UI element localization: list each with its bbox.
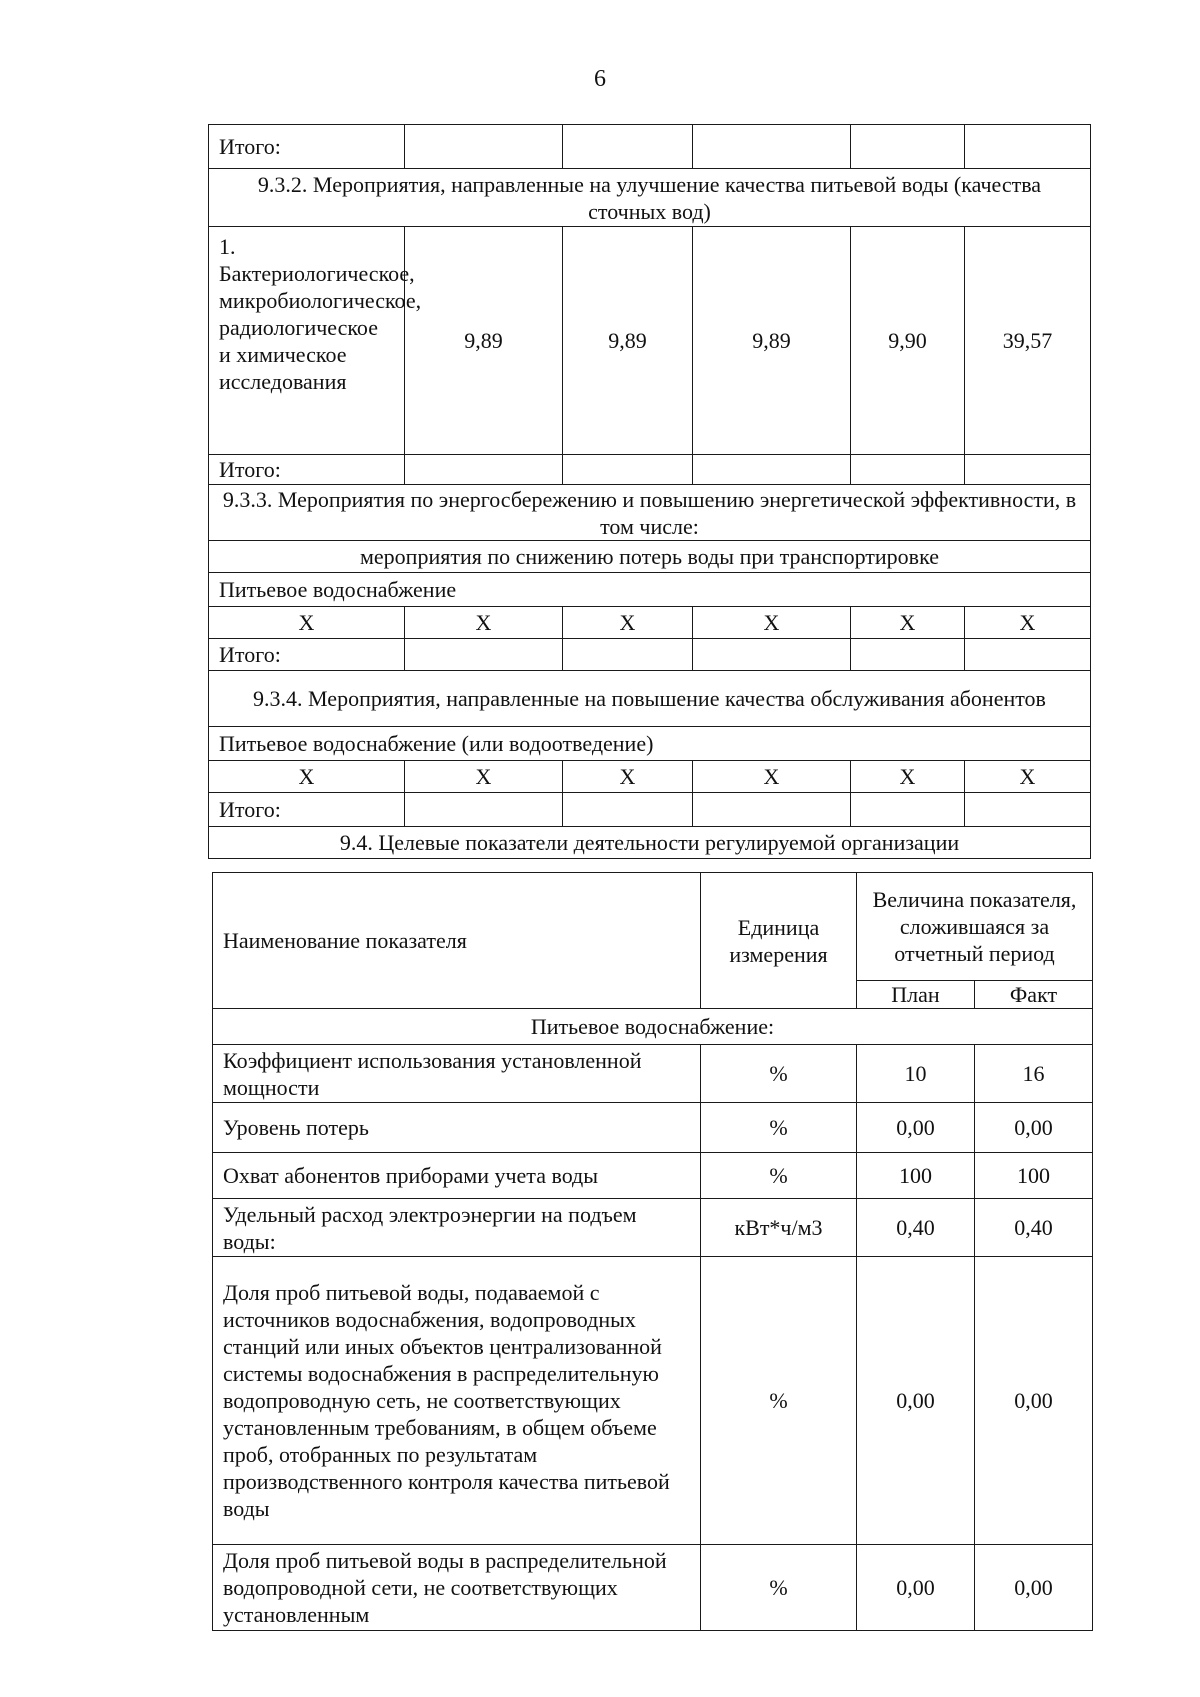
value-cell: 9,89 [563,227,693,455]
table-row [209,227,1091,455]
x-cell: Х [405,761,563,793]
indicator-name: Коэффициент использования установленной мощности [213,1045,701,1103]
activities-table [208,124,1091,859]
heading-9-3-2: 9.3.2. Мероприятия, направленные на улучшение качества питьевой воды (качества сточных вод) [209,169,1091,227]
x-cell: Х [965,607,1091,639]
x-row [209,607,1091,639]
itogo-label: Итого: [209,455,405,485]
indicator-plan: 100 [857,1153,975,1199]
indicator-name: Доля проб питьевой воды, подаваемой с источников водоснабжения, водопроводных станций или иных объектов централизованной системы водоснабжения в распределительную водопроводную сеть, не соответствующих установленным требованиям, в общем объеме проб, отобранных по результатам производственного контроля качества питьевой воды [213,1257,701,1545]
value-cell: 9,89 [693,227,851,455]
target-indicators-table [212,872,1093,1631]
indicator-fact: 0,40 [975,1199,1093,1257]
value-cell: 9,90 [851,227,965,455]
col-header-value: Величина показателя, сложившаяся за отчетный период [857,873,1093,981]
indicator-name: Охват абонентов приборами учета воды [213,1153,701,1199]
indicator-plan: 0,00 [857,1257,975,1545]
x-cell: Х [209,761,405,793]
x-cell: Х [851,761,965,793]
itogo-label: Итого: [209,793,405,827]
indicator-fact: 100 [975,1153,1093,1199]
indicator-plan: 10 [857,1045,975,1103]
x-cell: Х [405,607,563,639]
indicator-name: Доля проб питьевой воды в распределительной водопроводной сети, не соответствующих установленным [213,1545,701,1631]
table-row [213,1153,1093,1199]
indicator-fact: 16 [975,1045,1093,1103]
indicator-plan: 0,40 [857,1199,975,1257]
x-cell: Х [693,761,851,793]
x-cell: Х [209,607,405,639]
page-number: 6 [594,66,606,92]
itogo-label: Итого: [209,125,405,169]
itogo-row [209,639,1091,671]
indicator-unit: % [701,1153,857,1199]
drinking-water-label: Питьевое водоснабжение [209,573,1091,607]
indicator-name: Удельный расход электроэнергии на подъем воды: [213,1199,701,1257]
value-cell: 9,89 [405,227,563,455]
indicator-fact: 0,00 [975,1103,1093,1153]
indicator-unit: % [701,1045,857,1103]
itogo-label: Итого: [209,639,405,671]
itogo-row [209,455,1091,485]
table-row [213,1199,1093,1257]
drinking-or-sewer-label: Питьевое водоснабжение (или водоотведение) [209,727,1091,761]
indicator-fact: 0,00 [975,1257,1093,1545]
x-cell: Х [965,761,1091,793]
subheading-losses: мероприятия по снижению потерь воды при транспортировке [209,541,1091,573]
total-cell: 39,57 [965,227,1091,455]
col-header-plan: План [857,981,975,1009]
row-name: 1. Бактериологическое, микробиологическое, радиологическое и химическое исследования [209,227,405,455]
itogo-row [209,125,1091,169]
table-row [213,1103,1093,1153]
table-row [213,1545,1093,1631]
table-row [213,1257,1093,1545]
heading-9-3-3: 9.3.3. Мероприятия по энергосбережению и повышению энергетической эффективности, в том числе: [209,485,1091,541]
col-header-fact: Факт [975,981,1093,1009]
x-cell: Х [563,761,693,793]
col-header-name: Наименование показателя [213,873,701,1009]
col-header-unit: Единица измерения [701,873,857,1009]
indicator-fact: 0,00 [975,1545,1093,1631]
heading-9-3-4: 9.3.4. Мероприятия, направленные на повышение качества обслуживания абонентов [209,671,1091,727]
x-row [209,761,1091,793]
indicator-unit: % [701,1545,857,1631]
x-cell: Х [693,607,851,639]
indicator-plan: 0,00 [857,1545,975,1631]
indicator-name: Уровень потерь [213,1103,701,1153]
table-row [213,1045,1093,1103]
indicator-unit: % [701,1103,857,1153]
group-label: Питьевое водоснабжение: [213,1009,1093,1045]
x-cell: Х [851,607,965,639]
itogo-row [209,793,1091,827]
heading-9-4: 9.4. Целевые показатели деятельности регулируемой организации [209,827,1091,859]
indicator-unit: % [701,1257,857,1545]
indicator-plan: 0,00 [857,1103,975,1153]
indicator-unit: кВт*ч/м3 [701,1199,857,1257]
x-cell: Х [563,607,693,639]
